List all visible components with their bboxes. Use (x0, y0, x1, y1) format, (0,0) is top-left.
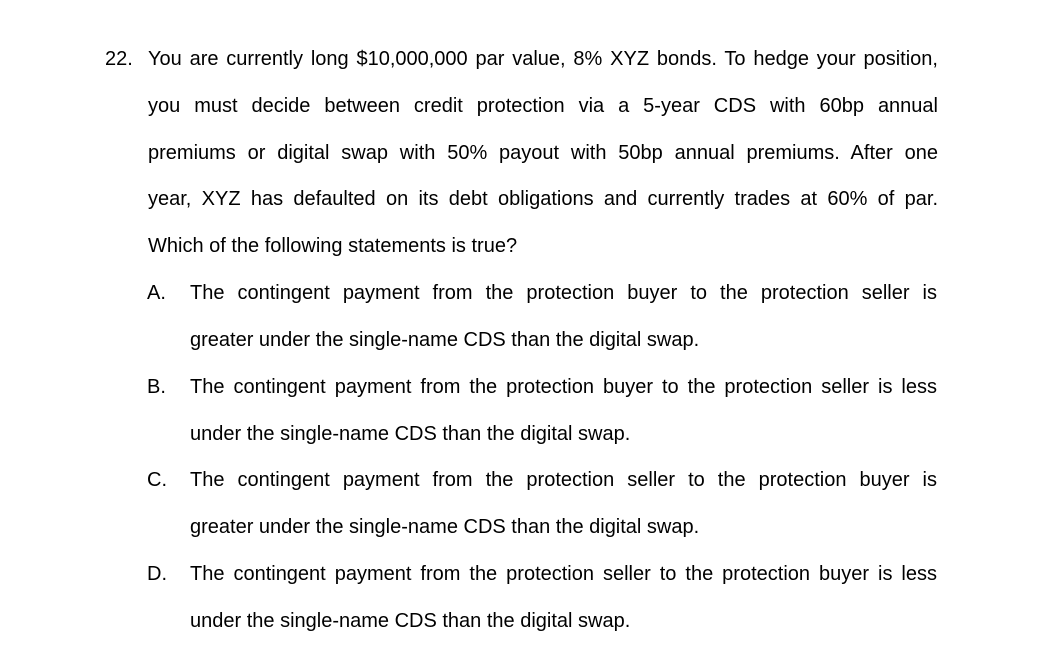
option-d-line-1: The contingent payment from the protection seller to the protection buyer is less (190, 563, 937, 585)
option-c-letter: C. (147, 469, 167, 491)
option-c-line-2: greater under the single-name CDS than the digital swap. (190, 516, 700, 538)
question-number: 22. (105, 48, 133, 70)
option-a-letter: A. (147, 282, 166, 304)
option-d-line-2: under the single-name CDS than the digital swap. (190, 610, 631, 632)
option-b-line-1: The contingent payment from the protection buyer to the protection seller is less (190, 376, 937, 398)
question-stem-line-2: you must decide between credit protection via a 5-year CDS with 60bp annual (148, 95, 938, 117)
option-b-letter: B. (147, 376, 166, 398)
question-stem-line-3: premiums or digital swap with 50% payout with 50bp annual premiums. After one (148, 142, 938, 164)
option-a-line-2: greater under the single-name CDS than the digital swap. (190, 329, 700, 351)
option-c-line-1: The contingent payment from the protection seller to the protection buyer is (190, 469, 937, 491)
option-b-line-2: under the single-name CDS than the digital swap. (190, 423, 631, 445)
question-stem-line-5: Which of the following statements is true? (148, 235, 518, 257)
option-d-letter: D. (147, 563, 167, 585)
option-a-line-1: The contingent payment from the protection buyer to the protection seller is (190, 282, 937, 304)
question-stem-line-4: year, XYZ has defaulted on its debt obligations and currently trades at 60% of par. (148, 188, 938, 210)
question-stem-line-1: You are currently long $10,000,000 par value, 8% XYZ bonds. To hedge your position, (148, 48, 938, 70)
